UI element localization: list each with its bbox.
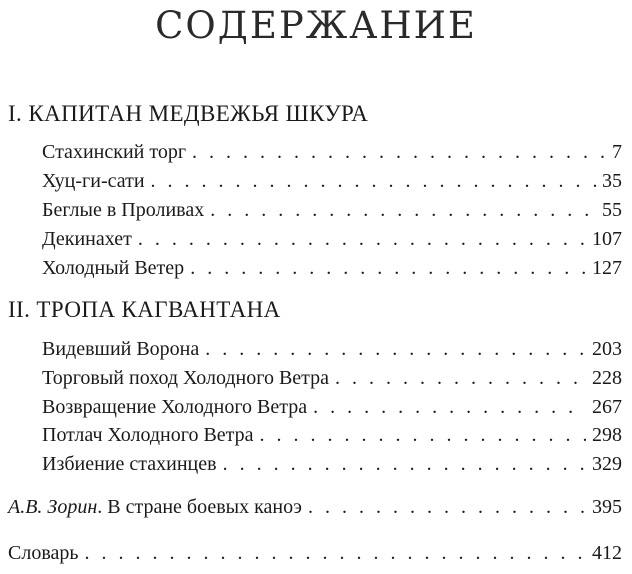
toc-entry[interactable] (42, 168, 622, 194)
dot-leader (210, 197, 596, 223)
part-1-heading: I. КАПИТАН МЕДВЕЖЬЯ ШКУРА (8, 101, 369, 126)
toc-entry[interactable] (42, 336, 622, 362)
toc-entry-page: 298 (592, 424, 622, 446)
toc-entry[interactable] (42, 255, 622, 281)
toc-entry-title (8, 494, 302, 520)
toc-entry-page: 329 (592, 453, 622, 475)
part-2-heading: II. ТРОПА КАГВАНТАНА (8, 297, 281, 322)
afterword-author: А.В. Зорин (8, 496, 98, 518)
toc-entry-page: 35 (602, 170, 622, 192)
toc-entry-page: 107 (592, 228, 622, 250)
dot-leader (260, 422, 586, 448)
toc-entry-title: Беглые в Проливах (42, 199, 205, 221)
toc-entry-title: Хуц-ги-сати (42, 170, 145, 192)
afterword-title: . В стране боевых каноэ (97, 496, 302, 518)
toc-entry-page: 228 (592, 367, 622, 389)
toc-entry[interactable] (42, 226, 622, 252)
toc-entry-title: Стахинский торг (42, 141, 187, 163)
toc-entry-title: Словарь (8, 542, 79, 564)
toc-entry-title: Видевший Ворона (42, 338, 200, 360)
dot-leader (138, 226, 586, 252)
toc-entry[interactable] (42, 422, 622, 448)
toc-entry-title: Избиение стахинцев (42, 453, 217, 475)
dot-leader (192, 139, 606, 165)
dot-leader (151, 168, 596, 194)
toc-entry-glossary[interactable] (8, 540, 622, 566)
toc-entry-title: Холодный Ветер (42, 257, 185, 279)
dot-leader (190, 255, 586, 281)
dot-leader (308, 494, 586, 520)
toc-entry[interactable] (42, 394, 622, 420)
toc-entry[interactable] (42, 451, 622, 477)
toc-entry[interactable] (42, 197, 622, 223)
toc-entry-page: 395 (592, 496, 622, 518)
toc-entry[interactable] (42, 139, 622, 165)
toc-entry-title: Торговый поход Холодного Ветра (42, 367, 330, 389)
toc-entry-page: 267 (592, 396, 622, 418)
dot-leader (85, 540, 587, 566)
dot-leader (205, 336, 586, 362)
toc-entry-afterword[interactable] (8, 494, 622, 520)
toc-entry-page: 203 (592, 338, 622, 360)
toc-entry-page: 412 (592, 542, 622, 564)
toc-entry-page: 127 (592, 257, 622, 279)
toc-entry-title: Возвращение Холодного Ветра (42, 396, 308, 418)
dot-leader (223, 451, 586, 477)
page-title: СОДЕРЖАНИЕ (155, 4, 477, 47)
toc-entry-title: Потлач Холодного Ветра (42, 424, 254, 446)
toc-entry[interactable] (42, 365, 622, 391)
toc-entry-page: 7 (612, 141, 622, 163)
dot-leader (335, 365, 586, 391)
toc-entry-page: 55 (602, 199, 622, 221)
dot-leader (313, 394, 586, 420)
toc-entry-title: Декинахет (42, 228, 132, 250)
